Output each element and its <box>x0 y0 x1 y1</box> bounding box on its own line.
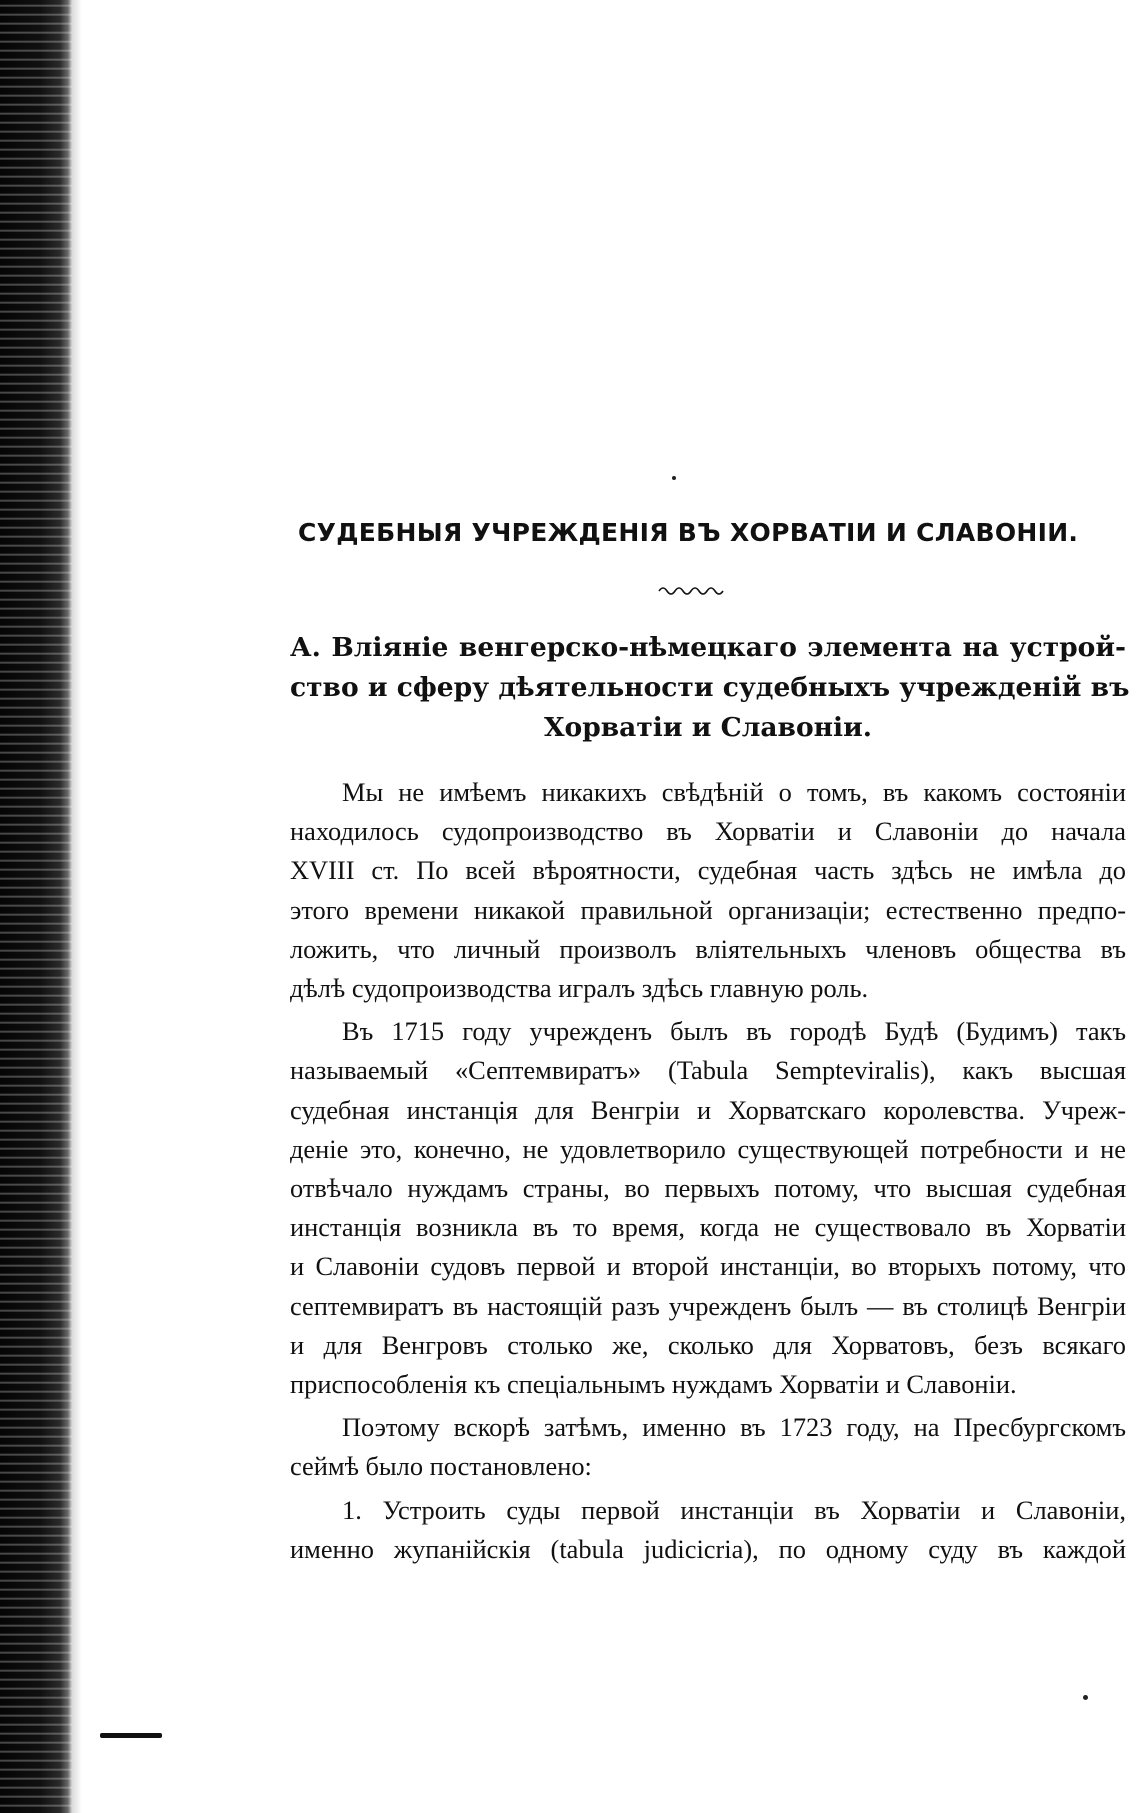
text-line: деніе это, конечно, не удовлетворило существующей потребности и не <box>290 1133 1126 1164</box>
text-line: этого времени никакой правильной организаціи; естественно предпо- <box>290 894 1126 925</box>
text-line: называемый «Септемвиратъ» (Tabula Sempteviralis), какъ высшая <box>290 1055 1126 1086</box>
page-title: СУДЕБНЫЯ УЧРЕЖДЕНІЯ ВЪ ХОРВАТІИ И СЛАВОНІИ. <box>298 518 1079 547</box>
paragraph <box>290 1012 1126 1404</box>
text-line: сеймѣ было постановлено: <box>290 1451 592 1482</box>
text-line: отвѣчало нуждамъ страны, во первыхъ потому, что высшая судебная <box>290 1173 1126 1204</box>
ink-speck <box>672 476 676 480</box>
book-binding-edge <box>0 0 72 1813</box>
text-line: дѣлѣ судопроизводства игралъ здѣсь главную роль. <box>290 973 869 1004</box>
text-line: 1. Устроить суды первой инстанціи въ Хорватіи и Славоніи, <box>342 1494 1126 1525</box>
binding-shadow <box>72 0 82 1813</box>
text-line: Въ 1715 году учрежденъ былъ въ городѣ Будѣ (Будимъ) такъ <box>342 1016 1126 1047</box>
section-heading-line: А. Вліяніе венгерско-нѣмецкаго элемента на устрой- <box>290 632 1126 663</box>
text-line: и для Венгровъ столько же, сколько для Хорватовъ, безъ всякаго <box>290 1329 1126 1360</box>
title-ornament-divider <box>657 583 727 595</box>
text-line: Мы не имѣемъ никакихъ свѣдѣній о томъ, въ какомъ состояніи <box>342 777 1126 807</box>
text-line: Поэтому вскорѣ затѣмъ, именно въ 1723 году, на Пресбургскомъ <box>342 1412 1126 1443</box>
text-line: ложить, что личный произволъ вліятельныхъ членовъ общества въ <box>290 933 1126 964</box>
text-line: XVIII ст. По всей вѣроятности, судебная часть здѣсь не имѣла до <box>290 855 1126 886</box>
paragraph <box>290 1408 1126 1486</box>
body-text <box>290 773 1126 1569</box>
paragraph <box>290 1491 1126 1569</box>
text-line: приспособленія къ спеціальнымъ нуждамъ Хорватіи и Славоніи. <box>290 1369 1017 1400</box>
text-line: находилось судопроизводство въ Хорватіи и Славоніи до начала <box>290 816 1126 847</box>
ink-speck <box>1083 1695 1088 1700</box>
paragraph <box>290 773 1126 1008</box>
margin-ink-mark <box>100 1733 162 1738</box>
text-line: именно жупанійскія (tabula judicicria), по одному суду въ каждой <box>290 1533 1126 1564</box>
text-line: септемвиратъ въ настоящій разъ учрежденъ былъ — въ столицѣ Венгріи <box>290 1290 1126 1321</box>
text-line: и Славоніи судовъ первой и второй инстанціи, во вторыхъ потому, что <box>290 1251 1126 1282</box>
section-heading-line: Хорватіи и Славоніи. <box>544 712 872 743</box>
section-heading <box>290 628 1130 748</box>
text-line: инстанція возникла въ то время, когда не существовало въ Хорватіи <box>290 1212 1126 1243</box>
section-heading-line: ство и сферу дѣятельности судебныхъ учрежденій въ <box>290 672 1130 703</box>
text-line: судебная инстанція для Венгріи и Хорватскаго королевства. Учреж- <box>290 1094 1126 1125</box>
